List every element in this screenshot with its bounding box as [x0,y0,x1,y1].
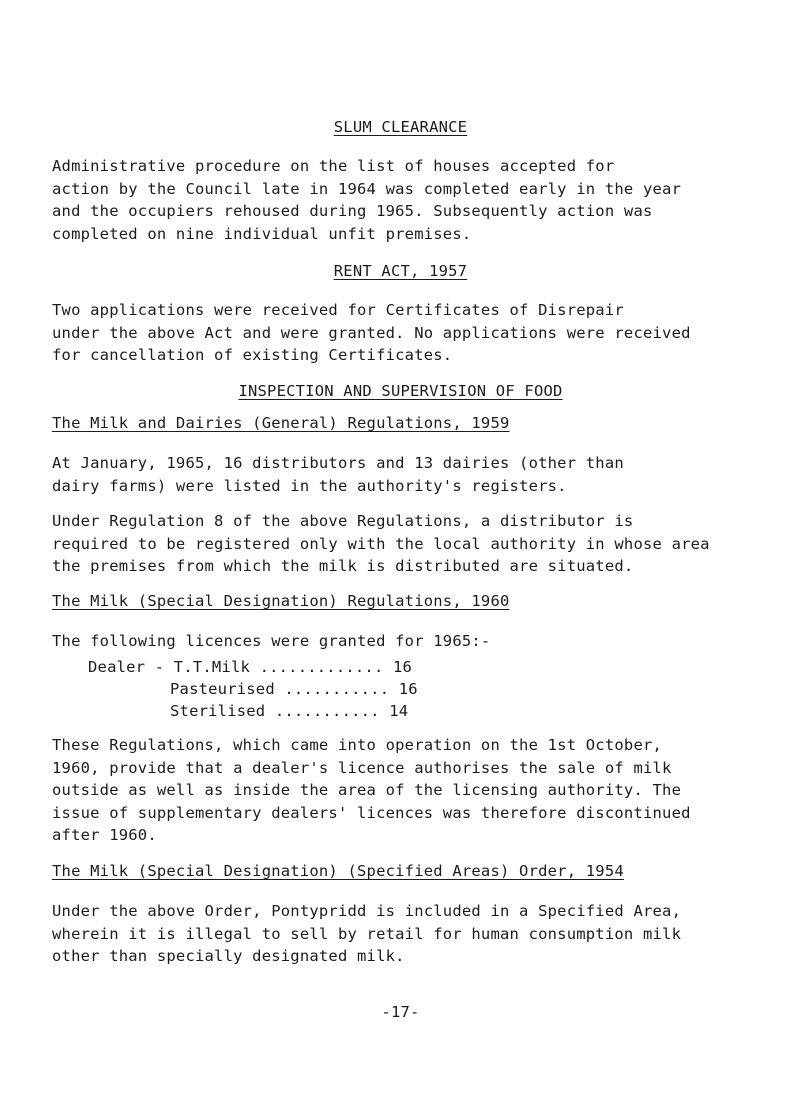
licence-pasteurised: Pasteurised ........... 16 [170,680,418,698]
licences-intro: The following licences were granted for 1965:- [52,632,491,650]
specified-areas-heading: The Milk (Special Designation) (Specified Areas) Order, 1954 [52,862,624,880]
milk-dairies-heading: The Milk and Dairies (General) Regulations, 1959 [52,414,510,432]
licence-dealer-tt: Dealer - T.T.Milk ............. 16 [88,658,413,676]
special-designation-heading: The Milk (Special Designation) Regulations, 1960 [52,592,510,610]
slum-clearance-heading: SLUM CLEARANCE [333,118,468,136]
regulations-paragraph: These Regulations, which came into operation on the 1st October, 1960, provide that a dealer's licence authorises the sale of milk outside as well as inside the area of the licensing authority. The issue of supplementary dealers' licences was therefore discontinued after 1960. [52,736,691,844]
page-number: -17- [381,1003,420,1021]
inspection-heading: INSPECTION AND SUPERVISION OF FOOD [238,382,563,400]
rent-act-heading: RENT ACT, 1957 [333,262,468,280]
slum-clearance-paragraph: Administrative procedure on the list of houses accepted for action by the Council late in 1964 was completed early in the year and the occupiers rehoused during 1965. Subsequently action was completed on nine individual unfit premises. [52,157,682,243]
licence-sterilised: Sterilised ........... 14 [170,702,409,720]
rent-act-paragraph: Two applications were received for Certificates of Disrepair under the above Act and were granted. No applications were received for cancellation of existing Certificates. [52,301,691,364]
specified-areas-paragraph: Under the above Order, Pontypridd is included in a Specified Area, wherein it is illegal to sell by retail for human consumption milk other than specially designated milk. [52,902,682,965]
distributors-paragraph: At January, 1965, 16 distributors and 13 dairies (other than dairy farms) were listed in the authority's registers. [52,454,624,495]
regulation-8-paragraph: Under Regulation 8 of the above Regulations, a distributor is required to be registered only with the local authority in whose area the premises from which the milk is distributed are situated. [52,512,710,575]
